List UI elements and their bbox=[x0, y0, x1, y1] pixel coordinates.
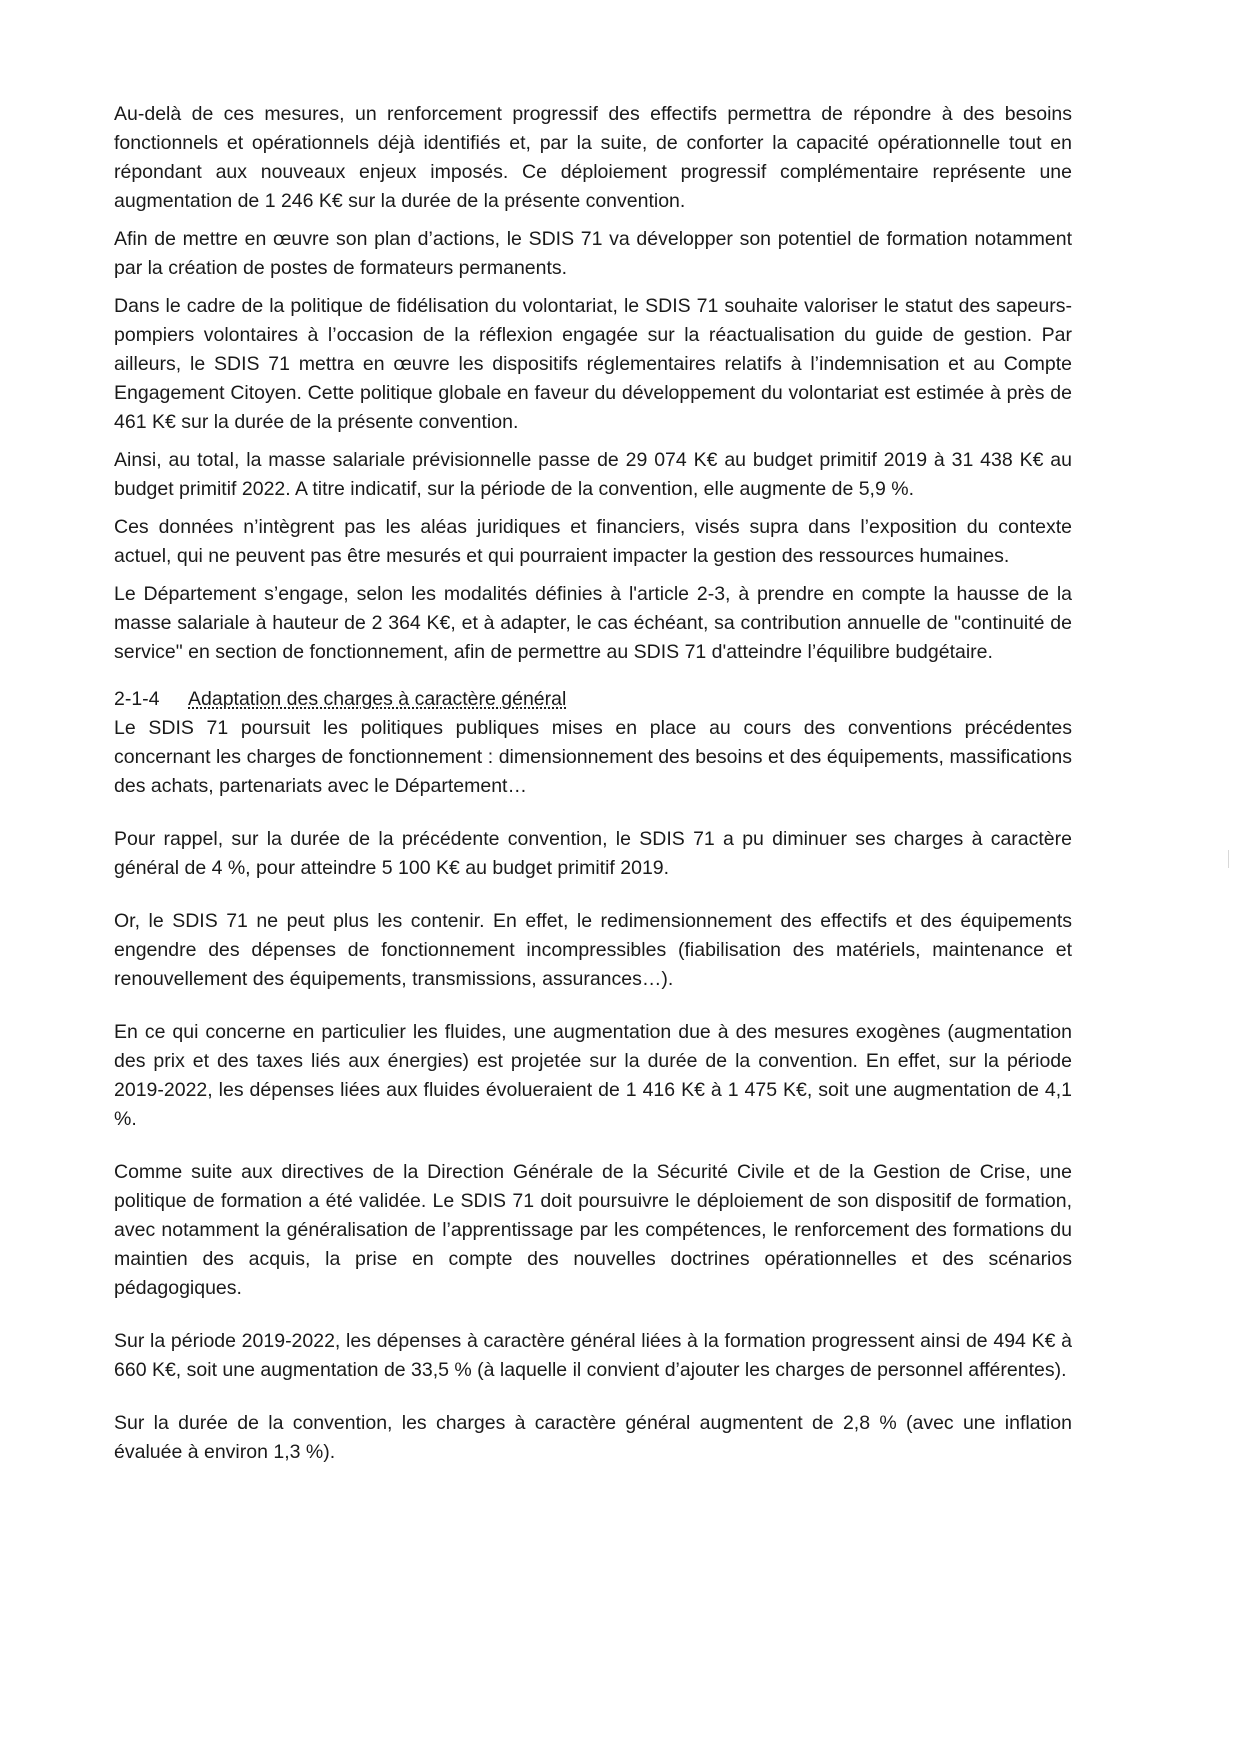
paragraph-politiques: Le SDIS 71 poursuit les politiques publiques mises en place au cours des conventions précédentes concernant les charges de fonctionnement : dimensionnement des besoins et des équipements, massifications des achats, partenariats avec le Département… bbox=[114, 717, 1072, 797]
paragraph-masse-salariale: Ainsi, au total, la masse salariale prévisionnelle passe de 29 074 K€ au budget primitif 2019 à 31 438 K€ au budget primitif 2022. A titre indicatif, sur la période de la convention, elle augmente de 5,9 %. bbox=[114, 449, 1072, 500]
paragraph-formation-depenses: Sur la période 2019-2022, les dépenses à caractère général liées à la formation progressent ainsi de 494 K€ à 660 K€, soit une augmentation de 33,5 % (à laquelle il convient d’ajouter les charges de personnel afférentes). bbox=[114, 1330, 1072, 1381]
section-title: Adaptation des charges à caractère général bbox=[188, 688, 567, 710]
section-number: 2-1-4 bbox=[114, 688, 160, 710]
document-body bbox=[114, 100, 1072, 1476]
paragraph-contenir: Or, le SDIS 71 ne peut plus les contenir. En effet, le redimensionnement des effectifs et des équipements engendre des dépenses de fonctionnement incompressibles (fiabilisation des matériels, maintenance et renouvellement des équipements, transmissions, assurances…). bbox=[114, 910, 1072, 990]
paragraph-formation-politique: Comme suite aux directives de la Direction Générale de la Sécurité Civile et de la Gestion de Crise, une politique de formation a été validée. Le SDIS 71 doit poursuivre le déploiement de son dispositif de formation, avec notamment la généralisation de l’apprentissage par les compétences, le renforcement des formations du maintien des acquis, la prise en compte des nouvelles doctrines opérationnelles et des scénarios pédagogiques. bbox=[114, 1161, 1072, 1299]
paragraph-formateurs: Afin de mettre en œuvre son plan d’actions, le SDIS 71 va développer son potentiel de formation notamment par la création de postes de formateurs permanents. bbox=[114, 228, 1072, 279]
scan-margin-mark bbox=[1228, 850, 1229, 868]
paragraph-volontariat: Dans le cadre de la politique de fidélisation du volontariat, le SDIS 71 souhaite valoriser le statut des sapeurs-pompiers volontaires à l’occasion de la réflexion engagée sur la réactualisation du guide de gestion. Par ailleurs, le SDIS 71 mettra en œuvre les dispositifs réglementaires relatifs à l’indemnisation et au Compte Engagement Citoyen. Cette politique globale en faveur du développement du volontariat est estimée à près de 461 K€ sur la durée de la présente convention. bbox=[114, 295, 1072, 433]
section-heading bbox=[114, 685, 1072, 714]
paragraph-departement: Le Département s’engage, selon les modalités définies à l'article 2-3, à prendre en compte la hausse de la masse salariale à hauteur de 2 364 K€, et à adapter, le cas échéant, sa contribution annuelle de "continuité de service" en section de fonctionnement, afin de permettre au SDIS 71 d'atteindre l’équilibre budgétaire. bbox=[114, 583, 1072, 663]
paragraph-effectifs: Au-delà de ces mesures, un renforcement progressif des effectifs permettra de répondre à des besoins fonctionnels et opérationnels déjà identifiés et, par la suite, de conforter la capacité opérationnelle tout en répondant aux nouveaux enjeux imposés. Ce déploiement progressif complémentaire représente une augmentation de 1 246 K€ sur la durée de la présente convention. bbox=[114, 103, 1072, 212]
paragraph-rappel: Pour rappel, sur la durée de la précédente convention, le SDIS 71 a pu diminuer ses charges à caractère général de 4 %, pour atteindre 5 100 K€ au budget primitif 2019. bbox=[114, 828, 1072, 879]
paragraph-fluides: En ce qui concerne en particulier les fluides, une augmentation due à des mesures exogènes (augmentation des prix et des taxes liés aux énergies) est projetée sur la durée de la convention. En effet, sur la période 2019-2022, les dépenses liées aux fluides évolueraient de 1 416 K€ à 1 475 K€, soit une augmentation de 4,1 %. bbox=[114, 1021, 1072, 1130]
paragraph-aleas: Ces données n’intègrent pas les aléas juridiques et financiers, visés supra dans l’exposition du contexte actuel, qui ne peuvent pas être mesurés et qui pourraient impacter la gestion des ressources humaines. bbox=[114, 516, 1072, 567]
paragraph-charges-total: Sur la durée de la convention, les charges à caractère général augmentent de 2,8 % (avec une inflation évaluée à environ 1,3 %). bbox=[114, 1412, 1072, 1463]
